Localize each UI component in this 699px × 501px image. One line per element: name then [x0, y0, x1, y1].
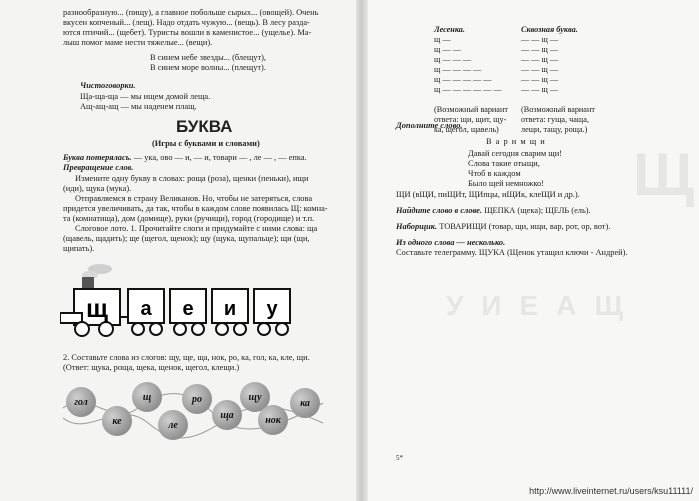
source-url: http://www.liveinternet.ru/users/ksu11111/ [529, 486, 693, 496]
syllable-ball: гол [66, 387, 96, 417]
through-row: — — щ — [521, 75, 559, 84]
through-note: лещи, тащу, роща.) [521, 125, 588, 134]
syllable-ball: ро [182, 384, 212, 414]
text-line: 2. Составьте слова из слогов: щу, ще, ща, нок, ро, ка, гол, ка, кле, щи. [63, 353, 310, 362]
book-gutter [356, 0, 368, 501]
ladder-row: щ — — — — [434, 65, 482, 74]
through-letter-block [521, 25, 595, 135]
text-line [63, 153, 307, 164]
ladder-row: щ — [434, 35, 451, 44]
poem-line: Слова такие отыщи, [468, 159, 540, 168]
task-label: Найдите слово в слове. [396, 206, 482, 215]
through-note: ответа: гуща, чаща, [521, 115, 589, 124]
text-line: та (комнатища), дом (домище), руки (ручищи), город (городище) и т.п. [63, 214, 315, 223]
text-line: Составьте телеграмму. ЩУКА (Щенок утащил ключи - Андрей). [396, 248, 628, 257]
poem-line: Давай сегодня сварим щи! [468, 149, 563, 158]
train-letter: е [182, 298, 194, 320]
text-line: Слоговое лото. 1. Прочитайте слоги и придумайте с ними слова: ща [75, 224, 318, 233]
through-note: (Возможный вариант [521, 105, 595, 114]
through-row: — — щ — [521, 65, 559, 74]
ladder-title: Лесенка. [434, 25, 465, 34]
text-line [396, 206, 591, 217]
poem-line: Чтоб в каждом [468, 169, 521, 178]
text-line [396, 222, 610, 233]
right-page [361, 0, 699, 501]
section-heading: Дополните слово. [396, 121, 463, 130]
bleed-through: Щ [633, 141, 695, 208]
task-text: ЩЕПКА (щека); ЩЕЛЬ (ель). [484, 206, 591, 215]
bleed-through: УИЕАЩ [446, 290, 641, 321]
train-letter: щ [86, 293, 108, 323]
ladder-row: щ — — — — — — [434, 85, 502, 94]
text-line: (щавель, щадить); ще (щегол, щенок); щу (щука, щупальце); щи (щи, [63, 234, 310, 243]
page-title: БУКВА [176, 117, 233, 136]
text-line: лыш помог маме нести тяжелые... (вещи). [63, 38, 213, 47]
verse-line: В синем море волны... (плещут). [150, 63, 266, 72]
text-line: ются птичий... (щебет). Туристы вошли в каменистое... (ущелье). Ма- [63, 28, 312, 37]
text-line: Ащ-ащ-ащ — мы наденем плащ. [80, 102, 197, 111]
ladder-row: щ — — [434, 45, 461, 54]
task-label: Превращение слов. [63, 163, 134, 172]
ladder-note: (Возможный вариант [434, 105, 508, 114]
ladder-note: ответа: щи, щит, щу- [434, 115, 507, 124]
poem-answer: ЩИ (вЩИ, пиЩИт, ЩИпцы, иЩИк, клеЩИ и др.). [396, 190, 580, 199]
task-label: Наборщик. [396, 222, 438, 231]
syllable-ball: ке [102, 406, 132, 436]
syllable-ball: ща [212, 400, 242, 430]
text-line: Измените одну букву в словах: роща (роза), щенки (пеньки), ищи [75, 174, 309, 183]
text-line: придется увеличивать, да так, чтобы в каждом слове появилась Щ: комна- [63, 204, 328, 213]
text-line: щипать). [63, 244, 95, 253]
through-row: — — щ — [521, 35, 559, 44]
ladder-row: щ — — — [434, 55, 472, 64]
syllable-ball: ка [290, 388, 320, 418]
text-line: Отправляемся в страну Великанов. Но, чтобы не затеряться, слова [75, 194, 313, 203]
through-row: — — щ — [521, 55, 559, 64]
text-line: вкусен копченый... (лещ). Надо отдать чужую... (вещь). В лесу разда- [63, 18, 310, 27]
ladder-block [434, 25, 508, 135]
verse-line: В синем небе звезды... (блещут), [150, 53, 267, 62]
task-label: Буква потерялась. [63, 153, 132, 162]
ladder-note: ка, щегол, щавель) [434, 125, 499, 134]
text-line: разнообразную... (пищу), а главное побольше сырых... (овощей). Очень [63, 8, 319, 17]
through-row: — — щ — [521, 45, 559, 54]
train-letter: а [140, 298, 152, 320]
task-text: — ука, ово — и, — и, товари — , ле — , — епка. [133, 153, 307, 162]
train-letter: у [266, 298, 278, 320]
ladder-row: щ — — — — — [434, 75, 492, 84]
page-number: 5* [396, 454, 403, 462]
section-heading: Чистоговорки. [80, 81, 136, 90]
poem-title: В а р и м щ и [486, 137, 546, 146]
syllable-ball: щ [132, 382, 162, 412]
section-heading: Из одного слова — несколько. [396, 238, 506, 247]
train-letter: и [223, 298, 237, 320]
train-illustration [60, 255, 305, 340]
syllable-ball: ле [158, 410, 188, 440]
task-text: ТОВАРИЩИ (товар, щи, ищи, вар, рот, ор, вот). [439, 222, 611, 231]
poem-line: Было щей немножко! [468, 179, 545, 188]
text-line: (Ответ: щука, роща, щека, щенок, щегол, клещи.) [63, 363, 240, 372]
page-subtitle: (Игры с буквами и словами) [152, 139, 260, 148]
text-line: (иди), щука (мука). [63, 184, 132, 193]
text-line: Ща-ща-ща — мы ищем домой леща. [80, 92, 211, 101]
through-title: Сквозная буква. [521, 25, 578, 34]
through-row: — — щ — [521, 85, 559, 94]
syllable-ball: щу [240, 382, 270, 412]
syllable-ball: нок [258, 405, 288, 435]
